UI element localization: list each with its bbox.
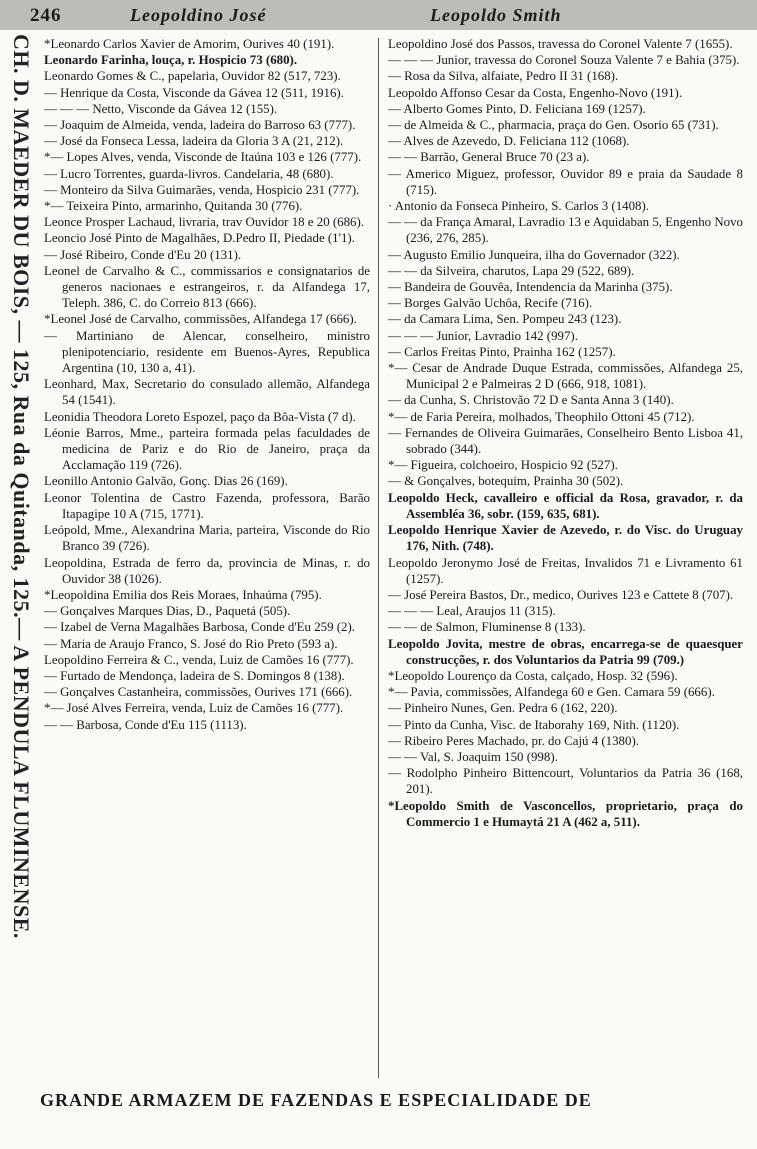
list-item: — & Gonçalves, botequim, Prainha 30 (502). xyxy=(388,474,624,489)
list-item: Leonce Prosper Lachaud, livraria, trav Ouvidor 18 e 20 (686). xyxy=(44,215,365,230)
list-item: Leopoldo Heck, cavalleiro e official da Rosa, gravador, r. da Assembléa 36, sobr. (159, 635, 681). xyxy=(388,490,743,521)
list-item: *— de Faria Pereira, molhados, Theophilo Ottoni 45 (712). xyxy=(388,409,695,424)
list-item: — Maria de Araujo Franco, S. José do Rio Preto (593 a). xyxy=(44,636,338,651)
right-running-head: Leopoldo Smith xyxy=(430,5,562,25)
running-header xyxy=(0,0,757,30)
list-item: — Gonçalves Marques Dias, D., Paquetá (505). xyxy=(44,604,291,619)
list-item: Leonardo Gomes & C., papelaria, Ouvidor 82 (517, 723). xyxy=(44,69,341,84)
list-item: Leopoldo Affonso Cesar da Costa, Engenho-Novo (191). xyxy=(388,85,683,100)
list-item: — Rodolpho Pinheiro Bittencourt, Voluntarios da Patria 36 (168, 201). xyxy=(388,766,743,797)
list-item: — Alves de Azevedo, D. Feliciana 112 (1068). xyxy=(388,134,630,149)
list-item: — da Cunha, S. Christovão 72 D e Santa Anna 3 (140). xyxy=(388,393,674,408)
list-item: Leonor Tolentina de Castro Fazenda, professora, Barão Itapagipe 10 A (715, 1771). xyxy=(44,490,370,521)
list-item: — — Barrão, General Bruce 70 (23 a). xyxy=(388,150,590,165)
list-item: — Fernandes de Oliveira Guimarães, Conselheiro Bento Lisboa 41, sobrado (344). xyxy=(388,425,743,457)
list-item: *— Teixeira Pinto, armarinho, Quitanda 30 (776). xyxy=(44,199,303,214)
vertical-advertisement xyxy=(0,30,48,1080)
list-item: — Americo Miguez, professor, Ouvidor 89 e praia da Saudade 8 (715). xyxy=(388,166,743,197)
list-item: — — — Leal, Araujos 11 (315). xyxy=(388,604,556,619)
list-item: Leópold, Mme., Alexandrina Maria, parteira, Visconde do Rio Branco 39 (726). xyxy=(44,523,370,554)
list-item: — Furtado de Mendonça, ladeira de S. Domingos 8 (138). xyxy=(44,668,345,683)
list-item: *— Lopes Alves, venda, Visconde de Itaúna 103 e 126 (777). xyxy=(44,150,362,165)
sidebar-ad-text: CH. D. MAEDER DU BOIS, — 125, Rua da Quitanda, 125.— A PENDULA FLUMINENSE. xyxy=(9,34,34,939)
list-item: *Leonardo Carlos Xavier de Amorim, Ourives 40 (191). xyxy=(44,37,335,51)
list-item: — Monteiro da Silva Guimarães, venda, Hospicio 231 (777). xyxy=(44,182,360,197)
list-item: Léonie Barros, Mme., parteira formada pelas faculdades de medicina de Pariz e do Rio de Janeiro, praça da Acclamação 119 (726). xyxy=(44,425,370,473)
list-item: *— Pavia, commissões, Alfandega 60 e Gen. Camara 59 (666). xyxy=(388,685,715,700)
list-item: — Bandeira de Gouvêa, Intendencia da Marinha (375). xyxy=(388,280,673,295)
list-item: Leopoldino Ferreira & C., venda, Luiz de Camões 16 (777). xyxy=(44,652,354,667)
column-divider xyxy=(378,38,379,1078)
list-item: — — Barbosa, Conde d'Eu 115 (1113). xyxy=(44,717,247,732)
left-running-head: Leopoldino José xyxy=(130,5,267,25)
list-item: *— José Alves Ferreira, venda, Luiz de Camões 16 (777). xyxy=(44,701,344,716)
page-number: 246 xyxy=(30,5,62,26)
list-item: Leonel de Carvalho & C., commissarios e consignatarios de generos nacionaes e estrangeiros, r. da Alfandega 17, Teleph. 386, C. do Correio 813 (666). xyxy=(44,263,370,311)
list-item: — — da França Amaral, Lavradio 13 e Aquidaban 5, Engenho Novo (236, 276, 285). xyxy=(388,215,743,246)
list-item: Leopoldo Jovita, mestre de obras, encarrega-se de quaesquer construcções, r. dos Voluntarios da Patria 99 (709.) xyxy=(388,636,743,667)
list-item: — — de Salmon, Fluminense 8 (133). xyxy=(388,620,586,635)
list-item: — Joaquim de Almeida, venda, ladeira do Barroso 63 (777). xyxy=(44,118,356,133)
list-item: *Leopoldo Smith de Vasconcellos, proprietario, praça do Commercio 1 e Humaytá 21 A (462 a, 511). xyxy=(388,798,743,829)
list-item: — Lucro Torrentes, guarda-livros. Candelaria, 48 (680). xyxy=(44,166,334,181)
list-item: *Leopoldina Emilia dos Reis Moraes, Inhaúma (795). xyxy=(44,587,322,602)
list-item: — Pinto da Cunha, Visc. de Itaborahy 169, Nith. (1120). xyxy=(388,717,680,732)
list-item: Leopoldina, Estrada de ferro da, provincia de Minas, r. do Ouvidor 38 (1026). xyxy=(44,555,370,586)
list-item: — Alberto Gomes Pinto, D. Feliciana 169 (1257). xyxy=(388,101,646,116)
list-item: *— Figueira, colchoeiro, Hospicio 92 (527). xyxy=(388,458,618,473)
list-item: — da Camara Lima, Sen. Pompeu 243 (123). xyxy=(388,312,622,327)
footer-advertisement: GRANDE ARMAZEM DE FAZENDAS E ESPECIALIDADE DE xyxy=(40,1090,592,1110)
list-item: Leonhard, Max, Secretario do consulado allemão, Alfandega 54 (1541). xyxy=(44,377,370,408)
list-item: — Augusto Emilio Junqueira, ilha do Governador (322). xyxy=(388,247,680,262)
list-item: *— Cesar de Andrade Duque Estrada, commissões, Alfandega 25, Municipal 2 e Palmeiras 2 D (666, 918, 1081). xyxy=(388,361,743,392)
list-item: — de Almeida & C., pharmacia, praça do Gen. Osorio 65 (731). xyxy=(388,118,719,133)
list-item: Leonillo Antonio Galvão, Gonç. Dias 26 (169). xyxy=(44,474,288,489)
list-item: — — — Junior, travessa do Coronel Souza Valente 7 e Bahia (375). xyxy=(388,53,740,68)
list-item: — Carlos Freitas Pinto, Prainha 162 (1257). xyxy=(388,344,616,359)
list-item: — — — Junior, Lavradio 142 (997). xyxy=(388,328,578,343)
list-item: — José Ribeiro, Conde d'Eu 20 (131). xyxy=(44,247,242,262)
list-item: — Izabel de Verna Magalhães Barbosa, Conde d'Eu 259 (2). xyxy=(44,620,356,635)
list-item: Leopoldo Henrique Xavier de Azevedo, r. do Visc. do Uruguay 176, Nith. (748). xyxy=(388,523,743,554)
list-item: — — — Netto, Visconde da Gávea 12 (155). xyxy=(44,101,278,116)
list-item: *Leonel José de Carvalho, commissões, Alfandega 17 (666). xyxy=(44,312,357,327)
list-item: Leonardo Farinha, louça, r. Hospicio 73 (680). xyxy=(44,53,298,68)
list-item: *Leopoldo Lourenço da Costa, calçado, Hosp. 32 (596). xyxy=(388,668,678,683)
list-item: Leoncio José Pinto de Magalhães, D.Pedro II, Piedade (1'1). xyxy=(44,231,355,246)
list-item: — Martiniano de Alencar, conselheiro, ministro plenipotenciario, residente em Buenos-Ayres, Republica Argentina (10, 130 a, 41). xyxy=(44,328,370,376)
list-item: — Pinheiro Nunes, Gen. Pedra 6 (162, 220). xyxy=(388,701,618,716)
list-item: · Antonio da Fonseca Pinheiro, S. Carlos 3 (1408). xyxy=(388,199,650,214)
list-item: — Gonçalves Castanheira, commissões, Ourives 171 (666). xyxy=(44,685,353,700)
list-item: — Rosa da Silva, alfaiate, Pedro II 31 (168). xyxy=(388,69,619,84)
left-column xyxy=(44,36,370,733)
list-item: — José Pereira Bastos, Dr., medico, Ourives 123 e Cattete 8 (707). xyxy=(388,587,734,602)
list-item: — Henrique da Costa, Visconde da Gávea 12 (511, 1916). xyxy=(44,85,344,100)
list-item: — Borges Galvão Uchôa, Recife (716). xyxy=(388,296,593,311)
list-item: Leopoldino José dos Passos, travessa do Coronel Valente 7 (1655). xyxy=(388,37,733,51)
list-item: — José da Fonseca Lessa, ladeira da Gloria 3 A (21, 212). xyxy=(44,134,344,149)
list-item: — Ribeiro Peres Machado, pr. do Cajú 4 (1380). xyxy=(388,733,639,748)
list-item: Leopoldo Jeronymo José de Freitas, Invalidos 71 e Livramento 61 (1257). xyxy=(388,555,743,586)
right-column xyxy=(388,36,743,830)
list-item: — — Val, S. Joaquim 150 (998). xyxy=(388,749,558,764)
list-item: Leonidia Theodora Loreto Espozel, paço da Bôa-Vista (7 d). xyxy=(44,409,356,424)
list-item: — — da Silveira, charutos, Lapa 29 (522, 689). xyxy=(388,263,635,278)
